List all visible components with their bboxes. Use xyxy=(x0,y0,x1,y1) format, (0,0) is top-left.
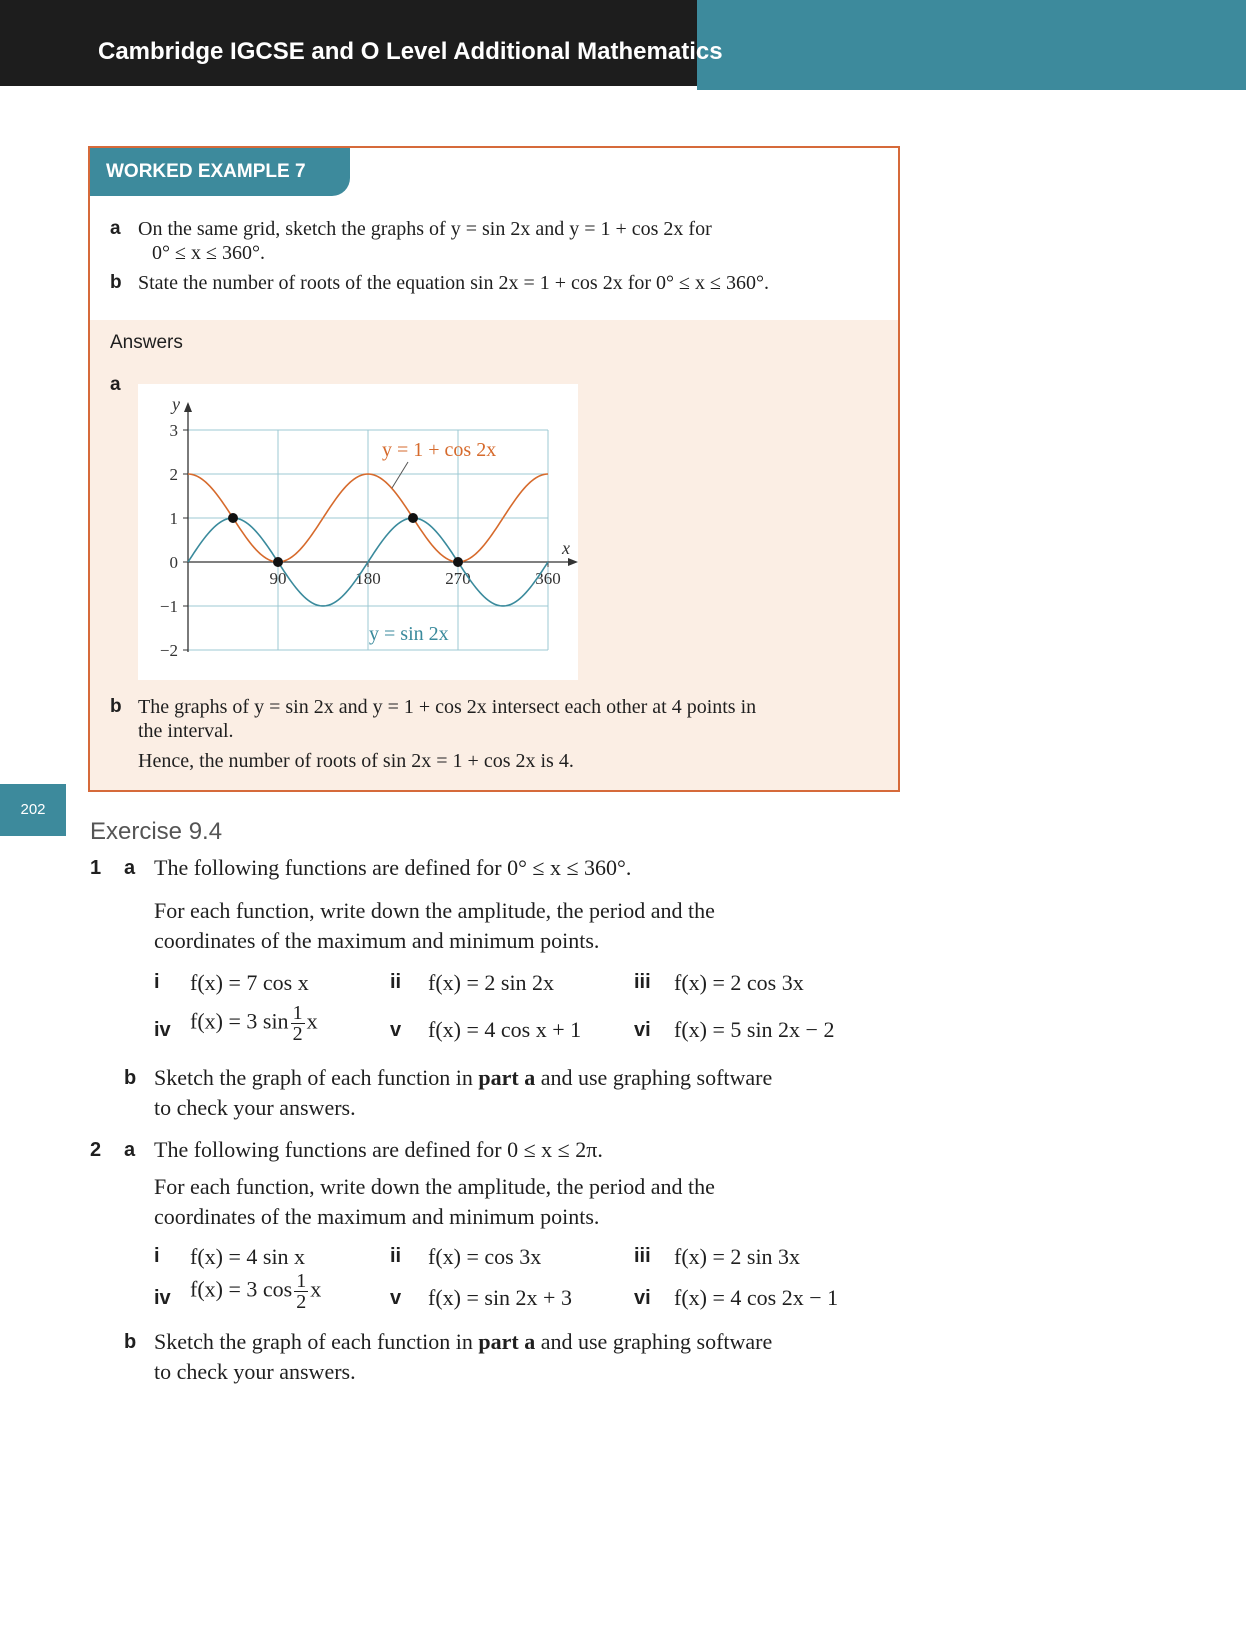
function-expression: f(x) = 4 sin x xyxy=(190,1244,306,1269)
question-1b-label: b xyxy=(124,1067,137,1089)
q2b-bold: part a xyxy=(478,1329,536,1354)
y-axis-arrow xyxy=(184,402,192,412)
item-label: iv xyxy=(154,1287,171,1309)
series-label-sin: y = sin 2x xyxy=(369,623,449,645)
x-tick-label: 90 xyxy=(269,569,287,588)
worked-example-box xyxy=(88,146,900,792)
question-1b-line2: to check your answers. xyxy=(154,1095,356,1120)
fraction-numerator: 1 xyxy=(292,1002,303,1024)
y-tick-label: 1 xyxy=(169,509,178,528)
x-tick-label: 270 xyxy=(445,569,471,588)
x-axis-label: x xyxy=(562,538,570,558)
question-2b-label: b xyxy=(124,1331,137,1353)
answer-b-line3: Hence, the number of roots of sin 2x = 1 + cos 2x is 4. xyxy=(138,750,574,772)
worked-example-tab: WORKED EXAMPLE 7 xyxy=(90,148,350,196)
fraction xyxy=(291,1003,305,1044)
question-2a-instruction-line1: For each function, write down the amplitude, the period and the xyxy=(154,1174,715,1199)
item-label: v xyxy=(390,1019,402,1041)
function-expression: f(x) = 4 cos x + 1 xyxy=(428,1017,582,1042)
question-a-line2: 0° ≤ x ≤ 360°. xyxy=(152,242,265,264)
question-2a-instruction-line2: coordinates of the maximum and minimum points. xyxy=(154,1204,600,1229)
page-number: 202 xyxy=(0,784,66,836)
question-1a-text: The following functions are defined for 0° ≤ x ≤ 360°. xyxy=(154,855,632,880)
q2b-text-pre: Sketch the graph of each function in xyxy=(154,1329,479,1354)
item-label: vi xyxy=(634,1019,651,1041)
fraction-denominator: 2 xyxy=(292,1023,303,1045)
question-2a-label: a xyxy=(124,1139,136,1161)
answers-heading: Answers xyxy=(110,332,183,353)
q1b-text-pre: Sketch the graph of each function in xyxy=(154,1065,479,1090)
series-label-leader xyxy=(392,462,408,488)
function-expression: f(x) = 7 cos x xyxy=(190,970,309,995)
item-label: iv xyxy=(154,1019,171,1041)
question-2b-line2: to check your answers. xyxy=(154,1359,356,1384)
function-expression xyxy=(190,1003,318,1044)
question-1-number: 1 xyxy=(90,857,102,879)
item-label: i xyxy=(154,971,160,993)
answer-a-label: a xyxy=(110,374,121,395)
expr-prefix: f(x) = 3 cos xyxy=(190,1276,293,1302)
question-1b-line1 xyxy=(154,1063,772,1093)
answer-b-line1: The graphs of y = sin 2x and y = 1 + cos 2x intersect each other at 4 points in xyxy=(138,696,757,718)
expr-prefix: f(x) = 3 sin xyxy=(190,1008,289,1034)
y-tick-label: 2 xyxy=(169,465,178,484)
fraction xyxy=(294,1271,308,1312)
sine-cosine-chart xyxy=(138,384,578,680)
y-axis-label: y xyxy=(172,394,180,414)
question-b-text: State the number of roots of the equation sin 2x = 1 + cos 2x for 0° ≤ x ≤ 360°. xyxy=(138,272,769,294)
q1b-bold: part a xyxy=(478,1065,536,1090)
intersection-point xyxy=(228,513,238,523)
header-accent xyxy=(697,0,1246,90)
item-label: ii xyxy=(390,1245,402,1267)
expr-suffix: x xyxy=(306,1008,318,1034)
question-a-line1: On the same grid, sketch the graphs of y = sin 2x and y = 1 + cos 2x for xyxy=(138,218,712,240)
function-expression: f(x) = cos 3x xyxy=(428,1244,542,1269)
question-b-label: b xyxy=(110,272,122,293)
question-2-number: 2 xyxy=(90,1139,102,1161)
function-expression: f(x) = 4 cos 2x − 1 xyxy=(674,1285,839,1310)
function-expression: f(x) = 2 cos 3x xyxy=(674,970,804,995)
question-1a-label: a xyxy=(124,857,136,879)
question-2b-line1 xyxy=(154,1327,772,1357)
function-expression: f(x) = 5 sin 2x − 2 xyxy=(674,1017,835,1042)
exercise-title: Exercise 9.4 xyxy=(90,818,223,845)
item-label: iii xyxy=(634,1245,651,1267)
book-title: Cambridge IGCSE and O Level Additional Mathematics xyxy=(98,38,723,65)
question-1a-instruction-line2: coordinates of the maximum and minimum points. xyxy=(154,928,600,953)
intersection-point xyxy=(453,557,463,567)
graph-panel xyxy=(138,384,578,680)
x-axis-arrow xyxy=(568,558,578,566)
fraction-denominator: 2 xyxy=(296,1291,307,1313)
intersection-point xyxy=(273,557,283,567)
series-label-cos: y = 1 + cos 2x xyxy=(382,439,497,461)
answer-b-line2: the interval. xyxy=(138,720,234,742)
item-label: i xyxy=(154,1245,160,1267)
item-label: iii xyxy=(634,971,651,993)
answer-b-label: b xyxy=(110,696,122,717)
y-tick-label: −1 xyxy=(159,597,178,616)
question-2a-text: The following functions are defined for 0 ≤ x ≤ 2π. xyxy=(154,1137,603,1162)
x-tick-label: 360 xyxy=(535,569,561,588)
y-tick-label: 0 xyxy=(169,553,178,572)
function-expression xyxy=(190,1271,321,1312)
fraction-numerator: 1 xyxy=(296,1270,307,1292)
question-1a-instruction-line1: For each function, write down the amplitude, the period and the xyxy=(154,898,715,923)
x-tick-label: 180 xyxy=(355,569,381,588)
q2b-text-post: and use graphing software xyxy=(535,1329,773,1354)
q1b-text-post: and use graphing software xyxy=(535,1065,773,1090)
function-expression: f(x) = 2 sin 3x xyxy=(674,1244,801,1269)
item-label: v xyxy=(390,1287,402,1309)
intersection-point xyxy=(408,513,418,523)
y-tick-label: 3 xyxy=(169,421,178,440)
question-a-label: a xyxy=(110,218,121,239)
item-label: vi xyxy=(634,1287,651,1309)
y-tick-label: −2 xyxy=(159,641,178,660)
function-expression: f(x) = 2 sin 2x xyxy=(428,970,555,995)
item-label: ii xyxy=(390,971,402,993)
expr-suffix: x xyxy=(310,1276,322,1302)
function-expression: f(x) = sin 2x + 3 xyxy=(428,1285,572,1310)
